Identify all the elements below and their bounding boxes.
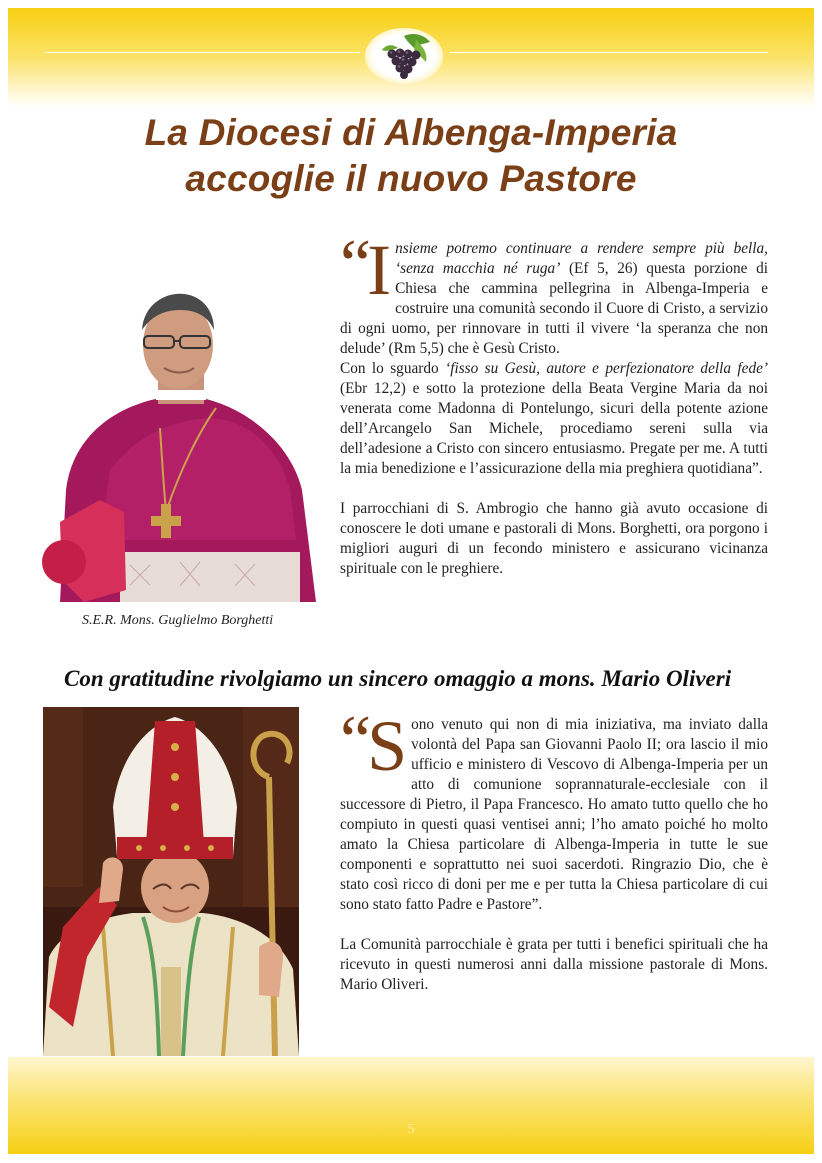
drop-cap-letter: S xyxy=(367,706,408,786)
title-line-2: accoglie il nuovo Pastore xyxy=(185,158,637,199)
quote-text-3: (Ebr 12,2) e sotto la protezione della Beata Vergine Maria da noi venerata come Madonna di Pontelungo, sicuri della potente azione dell’Arcangelo San Michele, procediamo sereni sulla via dell’adesione a Cristo con sincero entusiasmo. Pregate per me. A tutti la mia benedizione e l’assicurazione della mia preghiera quotidiana”. xyxy=(340,380,768,477)
opening-quote-mark: “ xyxy=(340,226,366,303)
opening-quote-mark: “ xyxy=(340,702,366,779)
drop-cap-letter: I xyxy=(367,230,392,310)
page-title xyxy=(0,110,822,202)
page-number: 5 xyxy=(407,1122,415,1137)
footer-band xyxy=(8,1057,814,1154)
quote-borghetti xyxy=(340,226,769,579)
photo-caption-borghetti: S.E.R. Mons. Guglielmo Borghetti xyxy=(82,613,274,628)
title-line-1: La Diocesi di Albenga-Imperia xyxy=(144,112,678,153)
header-rule-right xyxy=(450,52,768,53)
quote-italic-1: nsieme potremo continuare a rendere sempre più bella, ‘senza macchia né ruga’ xyxy=(395,240,768,277)
closing-paragraph-borghetti: I parrocchiani di S. Ambrogio che hanno già avuto occasione di conoscere le doti umane e pastorali di Mons. Borghetti, ora porgono i migliori auguri di un fecondo ministero e assicurano vicinanza spirituale con le preghiere. xyxy=(340,500,768,577)
grapes-icon xyxy=(365,28,443,84)
closing-paragraph-oliveri: La Comunità parrocchiale è grata per tutti i benefici spirituali che ha ricevuto in questi numerosi anni dalla missione pastorale di Mons. Mario Oliveri. xyxy=(340,936,768,993)
quote-italic-2: ‘fisso su Gesù, autore e perfezionatore della fede’ xyxy=(445,360,768,377)
photo-borghetti xyxy=(40,290,322,602)
section-heading-oliveri: Con gratitudine rivolgiamo un sincero omaggio a mons. Mario Oliveri xyxy=(64,666,732,691)
quote-oliveri xyxy=(340,702,768,995)
quote-text-1: (Ef 5, 26) questa porzione di Chiesa che cammina pellegrina in Albenga-Imperia e costruire una comunità secondo il Cuore di Cristo, a servizio di ogni uomo, per rinnovare in tutti il vivere ‘la speranza che non delude’ (Rm 5,5) che è Gesù Cristo. xyxy=(340,260,769,357)
quote-text: ono venuto qui non di mia iniziativa, ma inviato dalla volontà del Papa san Giovanni Paolo II; ora lascio il mio ufficio e ministero di Vescovo di Albenga-Imperia per un atto di comunione soprannaturale-ecclesiale con il successore di Pietro, il Papa Francesco. Ho amato tutto quello che ho compiuto in questi quasi ventisei anni; l’ho amato poiché ho molto amato la Chiesa particolare di Albenga-Imperia in tutte le sue componenti e soprattutto nei suoi sacerdoti. Ringrazio Dio, che è stato così ricco di doni per me e per tutta la Chiesa particolare di cui sono stato fatto Padre e Pastore”. xyxy=(340,716,768,913)
header-rule-left xyxy=(45,52,360,53)
quote-text-2: Con lo sguardo xyxy=(340,360,446,377)
photo-oliveri xyxy=(43,707,299,1056)
